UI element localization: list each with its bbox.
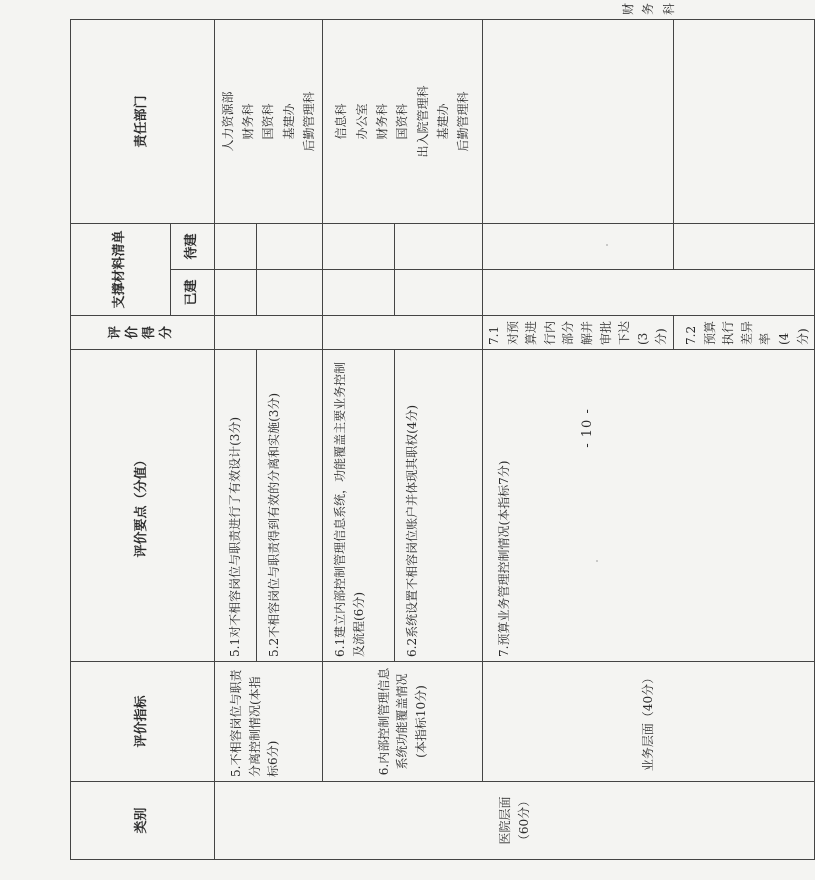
point-5-1: 5.1对不相容岗位与职责进行了有效设计(3分) xyxy=(215,350,257,662)
dept-item: 财务科 xyxy=(374,103,389,140)
built-7-1 xyxy=(483,223,674,269)
score-5 xyxy=(215,316,323,350)
score-6 xyxy=(323,316,483,350)
dept-item: 国资科 xyxy=(395,103,410,140)
dept-item: 后勤管理科 xyxy=(456,91,471,152)
category-business: 业务层面（40分） xyxy=(483,662,815,782)
header-row xyxy=(71,19,171,859)
dept-item: 基建办 xyxy=(436,103,451,140)
dept-item: 基建办 xyxy=(281,103,296,140)
indicator-5: 5.不相容岗位与职责分离控制情况(本指标6分) xyxy=(215,662,323,782)
table-row xyxy=(215,19,257,859)
table-row xyxy=(323,19,395,859)
dept-item: 财务科 xyxy=(240,103,255,140)
pending-6-1 xyxy=(323,223,395,269)
scan-speck xyxy=(596,560,598,562)
dept-item: 出入院管理科 xyxy=(415,85,430,158)
indicator-7: 7.预算业务管理控制情况(本指标7分) xyxy=(483,350,815,662)
point-5-2: 5.2不相容岗位与职责得到有效的分离和实施(3分) xyxy=(257,350,323,662)
header-dept: 责任部门 xyxy=(71,19,215,223)
header-points: 评价要点（分值） xyxy=(71,350,215,662)
table-row: 业务层面（40分） 7.预算业务管理控制情况(本指标7分) 7.1对预算进行内部分解并审批下达(3分) 财务科 xyxy=(483,19,674,859)
dept-item: 信息科 xyxy=(334,103,349,140)
point-6-1: 6.1建立内部控制管理信息系统，功能覆盖主要业务控制及流程(6分) xyxy=(323,350,395,662)
page-number: - 10 - xyxy=(580,408,595,448)
dept-6 xyxy=(323,19,483,223)
point-7-2: 7.2预算执行差异率 (4分) xyxy=(673,316,814,350)
header-indicator: 评价指标 xyxy=(71,662,215,782)
pending-5-1 xyxy=(215,223,257,269)
built-7-2 xyxy=(673,223,814,269)
pending-6-2 xyxy=(395,223,483,269)
dept-item: 办公室 xyxy=(354,103,369,140)
evaluation-table xyxy=(70,2,815,860)
header-built: 已建 xyxy=(171,270,215,316)
category-hospital: 医院层面（60分） xyxy=(215,782,815,860)
pending-7-2 xyxy=(673,19,814,223)
evaluation-table-rotated xyxy=(70,2,810,860)
dept-item: 国资科 xyxy=(261,103,276,140)
scan-speck xyxy=(606,244,608,246)
dept-5 xyxy=(215,19,323,223)
dept-item: 后勤管理科 xyxy=(302,91,317,152)
point-6-2: 6.2系统设置不相容岗位账户并体现其职权(4分) xyxy=(395,350,483,662)
indicator-6: 6.内部控制管理信息系统功能覆盖情况(本指标10分) xyxy=(323,662,483,782)
header-pending: 待建 xyxy=(171,223,215,269)
point-7-1: 7.1对预算进行内部分解并审批下达(3分) xyxy=(483,316,674,350)
pending-7-1 xyxy=(483,19,674,223)
header-score-text: 评价得分 xyxy=(108,326,175,340)
built-6-2 xyxy=(395,270,483,316)
built-5-1 xyxy=(215,270,257,316)
built-6-1 xyxy=(323,270,395,316)
pending-5-2 xyxy=(257,223,323,269)
dept-item: 人力资源部 xyxy=(220,91,235,152)
score-7 xyxy=(483,270,815,316)
built-5-2 xyxy=(257,270,323,316)
header-category: 类别 xyxy=(71,782,215,860)
header-materials: 支撑材料清单 xyxy=(71,223,171,315)
header-score xyxy=(71,316,215,350)
